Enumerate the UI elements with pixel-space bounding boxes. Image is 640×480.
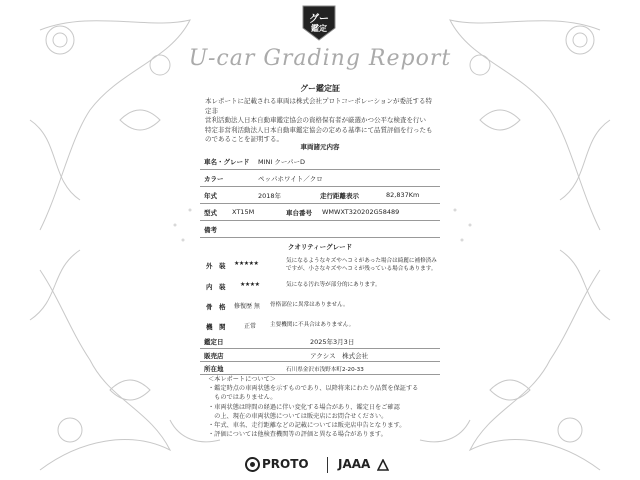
vehicle-year-row <box>200 186 440 204</box>
proto-logo-text: PROTO <box>262 457 309 471</box>
intro-line: 営利活動法人日本自動車鑑定協会の資格保有者が厳選かつ公平な検査を行い <box>205 116 426 125</box>
intro-line: のであることを証明する。 <box>205 135 283 144</box>
frame-status: 修復歴 無 <box>234 303 260 310</box>
model-label: 型式 <box>204 209 217 217</box>
footer-logos <box>0 453 640 477</box>
exterior-text-line: ですが、小さなキズやヘコミが残っている場合もあります。 <box>286 266 437 272</box>
model-value: XT15M <box>232 208 255 216</box>
intro-line: 本レポートに記載される車両は株式会社プロトコーポレーションが委託する特定非 <box>205 97 432 115</box>
engine-description: 主要機関に不具合はありません。 <box>270 322 355 328</box>
script-title: U-car Grading Report <box>188 46 452 71</box>
exterior-stars: ★★★★★ <box>234 260 259 267</box>
exterior-label: 外 装 <box>206 262 226 270</box>
intro-paragraph <box>205 97 437 145</box>
address-value: 石川県金沢市浅野本町2-20-33 <box>286 367 364 373</box>
vehicle-model-row <box>200 203 440 221</box>
note-line: ・評価については他検査機関等の評価と異なる場合があります。 <box>208 431 387 439</box>
note-line: の上、現在の車両状態については販売店にお問合せください。 <box>208 412 388 420</box>
shop-label: 販売店 <box>204 352 224 360</box>
frame-grade-row <box>200 296 440 317</box>
vehicle-name-row <box>200 152 440 170</box>
chassis-value: WMWXT320202G58489 <box>322 208 400 216</box>
shop-value: アクシス 株式会社 <box>310 352 369 360</box>
report-notes <box>208 375 438 439</box>
note-line: ・鑑定時点の車両状態を示すものであり、以降将来にわたり品質を保証する <box>208 385 419 393</box>
shop-row <box>200 348 440 362</box>
chassis-label: 車台番号 <box>286 209 312 217</box>
proto-logo-icon <box>245 457 260 472</box>
jaaa-logo-text: JAAA <box>338 457 371 471</box>
notes-title: ＜本レポートについて＞ <box>208 376 276 383</box>
quality-section-title: クオリティーグレード <box>287 243 353 251</box>
exterior-grade-row <box>200 255 440 276</box>
appraisal-date-value: 2025年3月3日 <box>310 338 355 346</box>
address-label: 所在地 <box>204 365 224 373</box>
year-label: 年式 <box>204 192 217 200</box>
goo-kantei-logo <box>299 4 339 42</box>
frame-description: 骨格部位に異常はありません。 <box>270 302 349 308</box>
intro-line: 特定非営利活動法人日本自動車鑑定協会の定める基準にて品質評価を行ったも <box>205 125 433 134</box>
note-line: ものではありません。 <box>208 394 277 402</box>
logo-text-kantei: 鑑定 <box>311 24 327 33</box>
interior-stars: ★★★★ <box>240 281 260 288</box>
vehicle-color-row <box>200 169 440 187</box>
vehicle-section-title: 車両諸元内容 <box>300 143 340 151</box>
mileage-label: 走行距離表示 <box>320 192 359 200</box>
note-line: ・車両状態は時間の経過に伴い変化する場合があり、鑑定日をご確認 <box>208 403 400 411</box>
color-label: カラー <box>204 175 224 183</box>
year-value: 2018年 <box>258 192 282 200</box>
address-row <box>200 361 440 375</box>
vehicle-name-label: 車名・グレード <box>204 158 250 166</box>
engine-status: 正常 <box>244 323 257 330</box>
interior-grade-row <box>200 276 440 297</box>
note-line: ・年式、車名、走行距離などの記載については販売店申告となります。 <box>208 422 406 430</box>
appraisal-date-label: 鑑定日 <box>204 338 224 346</box>
exterior-text-line: 気になるようなキズやヘコミがあった場合は綺麗に補修済み <box>286 258 437 264</box>
logo-text-goo: グー <box>309 14 329 25</box>
vehicle-remarks-row <box>200 220 440 238</box>
document-title: グー鑑定証 <box>300 84 340 93</box>
exterior-description <box>286 257 441 273</box>
interior-label: 内 装 <box>206 283 226 291</box>
appraisal-date-row <box>200 334 440 349</box>
frame-label: 骨 格 <box>206 303 226 311</box>
interior-description: 気になる汚れ等が部分的にあります。 <box>286 282 381 288</box>
jaaa-logo-icon <box>377 459 389 471</box>
color-value: ペッパホワイト／クロ <box>258 175 323 183</box>
vehicle-name-value: MINI クーパーD <box>258 158 306 166</box>
mileage-value: 82,837Km <box>386 191 420 199</box>
footer-divider <box>327 457 328 473</box>
engine-label: 機 関 <box>206 323 226 331</box>
remarks-label: 備考 <box>204 226 217 234</box>
